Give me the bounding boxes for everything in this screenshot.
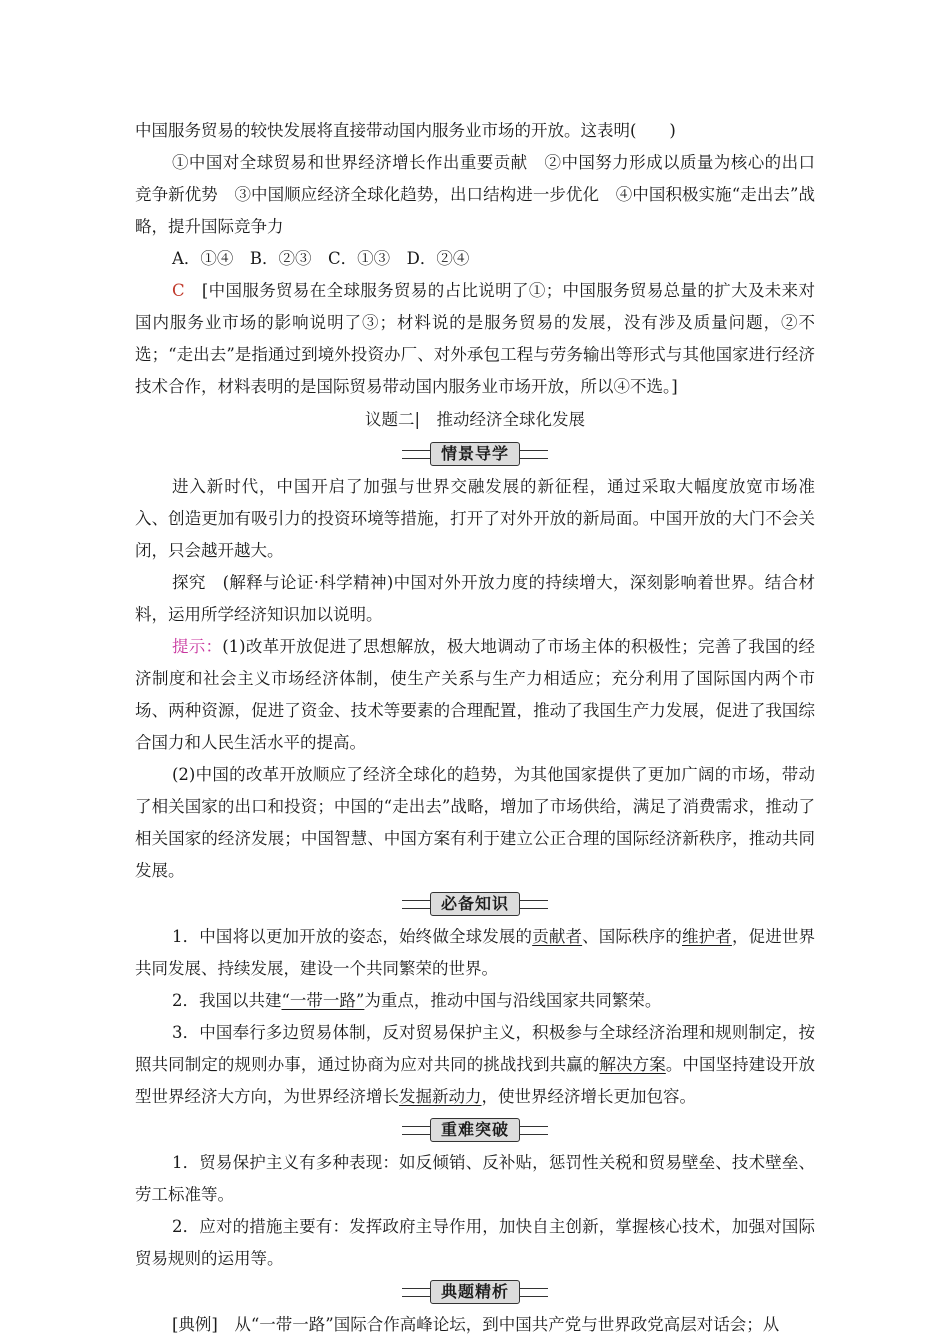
header-bar-left (402, 1126, 430, 1135)
hint-paragraph-1 (135, 631, 815, 759)
header-bar-right (520, 450, 548, 459)
underlined-term: “一带一路” (281, 991, 365, 1010)
underlined-term: 贡献者 (532, 927, 583, 946)
text-run: 3．中国奉行多边贸易体制，反对贸易保护主义，积极参与全球经济治理和规则制定，按照共同制定的规则办事，通过协商为应对共同的挑战找到共赢的 (135, 1023, 815, 1074)
explore-question: 探究 (解释与论证·科学精神)中国对外开放力度的持续增大，深刻影响着世界。结合材料，运用所学经济知识加以说明。 (135, 573, 815, 624)
header-bar-right (520, 900, 548, 909)
answer-letter: C (172, 281, 185, 300)
section-header-knowledge (135, 887, 815, 921)
section-header-example (135, 1275, 815, 1309)
topic-title: 议题二| 推动经济全球化发展 (364, 410, 586, 429)
question-options: ①中国对全球贸易和世界经济增长作出重要贡献 ②中国努力形成以质量为核心的出口竞争新优势 ③中国顺应经济全球化趋势，出口结构进一步优化 ④中国积极实施“走出去”战略，提升国际竞争力 (135, 153, 815, 236)
header-bar-right (520, 1288, 548, 1297)
header-bar-right (520, 1126, 548, 1135)
section-label: 典题精析 (430, 1280, 520, 1304)
answer-choices: A．①④ B．②③ C．①③ D．②④ (172, 249, 470, 268)
underlined-term: 发掘新动力 (399, 1087, 482, 1106)
breakthrough-item-1: 1．贸易保护主义有多种表现：如反倾销、反补贴，惩罚性关税和贸易壁垒、技术壁垒、劳工标准等。 (135, 1153, 815, 1204)
answer-text: [中国服务贸易在全球服务贸易的占比说明了①；中国服务贸易总量的扩大及未来对国内服务业市场的影响说明了③；材料说的是服务贸易的发展，没有涉及质量问题，②不选；“走出去”是指通过到境外投资办厂、对外承包工程与劳务输出等形式与其他国家进行经济技术合作，材料表明的是国际贸易带动国内服务业市场开放，所以④不选。] (135, 281, 816, 396)
section-label: 必备知识 (430, 892, 520, 916)
underlined-term: 解决方案 (599, 1055, 666, 1074)
hint-text-1: (1)改革开放促进了思想解放，极大地调动了市场主体的积极性；完善了我国的经济制度和社会主义市场经济体制，使生产关系与生产力相适应；充分利用了国际国内两个市场、两种资源，促进了资金、技术等要素的合理配置，推动了我国生产力发展，促进了我国综合国力和人民生活水平的提高。 (135, 637, 816, 752)
text-run: 1．中国将以更加开放的姿态，始终做全球发展的 (172, 927, 533, 946)
answer-explanation (135, 275, 815, 403)
section-header-breakthrough (135, 1113, 815, 1147)
text-run: 、国际秩序的 (582, 927, 682, 946)
knowledge-item-3 (135, 1017, 815, 1113)
section-header-scenario (135, 437, 815, 471)
underlined-term: 维护者 (682, 927, 732, 946)
text-run: 为重点，推动中国与沿线国家共同繁荣。 (364, 991, 662, 1010)
text-run: 2．我国以共建 (172, 991, 282, 1010)
breakthrough-item-2: 2．应对的措施主要有：发挥政府主导作用，加快自主创新，掌握核心技术，加强对国际贸易规则的运用等。 (135, 1217, 815, 1268)
scenario-paragraph: 进入新时代，中国开启了加强与世界交融发展的新征程，通过采取大幅度放宽市场准入、创造更加有吸引力的投资环境等措施，打开了对外开放的新局面。中国开放的大门不会关闭，只会越开越大。 (135, 477, 815, 560)
header-bar-left (402, 900, 430, 909)
example-paragraph: [典例] 从“一带一路”国际合作高峰论坛，到中国共产党与世界政党高层对话会；从 (172, 1315, 780, 1334)
hint-label: 提示： (172, 637, 223, 656)
header-bar-left (402, 1288, 430, 1297)
knowledge-item-1 (135, 921, 815, 985)
question-stem: 中国服务贸易的较快发展将直接带动国内服务业市场的开放。这表明( ) (135, 121, 676, 140)
hint-paragraph-2: (2)中国的改革开放顺应了经济全球化的趋势，为其他国家提供了更加广阔的市场，带动了相关国家的出口和投资；中国的“走出去”战略，增加了市场供给，满足了消费需求，推动了相关国家的经济发展；中国智慧、中国方案有利于建立公正合理的国际经济新秩序，推动共同发展。 (135, 765, 815, 880)
text-run: 。中国坚持建设开放型世界经济大方向，为世界经济增长 (135, 1055, 816, 1106)
document-page (135, 115, 815, 1341)
text-run: ，使世界经济增长更加包容。 (481, 1087, 696, 1106)
text-run: ，促进世界共同发展、持续发展，建设一个共同繁荣的世界。 (135, 927, 816, 978)
section-label: 情景导学 (430, 442, 520, 466)
section-label: 重难突破 (430, 1118, 520, 1142)
header-bar-left (402, 450, 430, 459)
knowledge-item-2 (135, 985, 815, 1017)
